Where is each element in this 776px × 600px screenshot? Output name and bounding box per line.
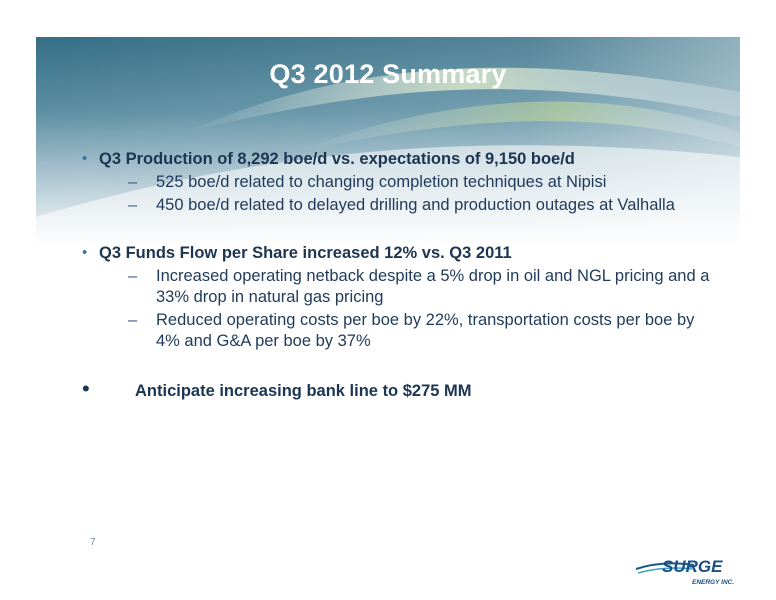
sub-bullet-text: Reduced operating costs per boe by 22%, transportation costs per boe by 4% and G&A per boe by 37% bbox=[156, 311, 695, 350]
slide bbox=[36, 37, 740, 586]
sub-bullet-text: 450 boe/d related to delayed drilling and production outages at Valhalla bbox=[156, 196, 675, 214]
slide-title: Q3 2012 Summary bbox=[269, 59, 507, 89]
svg-text:ENERGY INC.: ENERGY INC. bbox=[692, 579, 735, 586]
sub-bullet bbox=[82, 172, 722, 193]
dash-marker: – bbox=[128, 267, 138, 285]
bullet-text: Q3 Funds Flow per Share increased 12% vs. Q3 2011 bbox=[99, 244, 512, 262]
dash-marker: – bbox=[128, 173, 138, 191]
sub-bullet bbox=[82, 195, 722, 216]
sub-bullet bbox=[82, 266, 722, 308]
sub-bullet-text: 525 boe/d related to changing completion techniques at Nipisi bbox=[156, 173, 607, 191]
page-number: 7 bbox=[90, 537, 96, 548]
bullet-text: Anticipate increasing bank line to $275 MM bbox=[135, 382, 472, 400]
bullet-marker: • bbox=[82, 376, 90, 401]
sub-bullet bbox=[82, 310, 722, 352]
bullet-marker: • bbox=[82, 150, 88, 167]
bullet-list bbox=[82, 148, 722, 402]
bullet-bank-line bbox=[82, 376, 722, 402]
svg-text:SURGE: SURGE bbox=[662, 557, 723, 576]
surge-logo bbox=[634, 553, 744, 589]
sub-bullet-text: Increased operating netback despite a 5% drop in oil and NGL pricing and a 33% drop in natural gas pricing bbox=[156, 267, 710, 306]
surge-logo-graphic bbox=[634, 553, 744, 589]
bullet-marker: • bbox=[82, 244, 88, 261]
bullet-text: Q3 Production of 8,292 boe/d vs. expectations of 9,150 boe/d bbox=[99, 150, 575, 168]
bullet-production bbox=[82, 148, 722, 170]
dash-marker: – bbox=[128, 196, 138, 214]
dash-marker: – bbox=[128, 311, 138, 329]
bullet-funds-flow bbox=[82, 242, 722, 264]
